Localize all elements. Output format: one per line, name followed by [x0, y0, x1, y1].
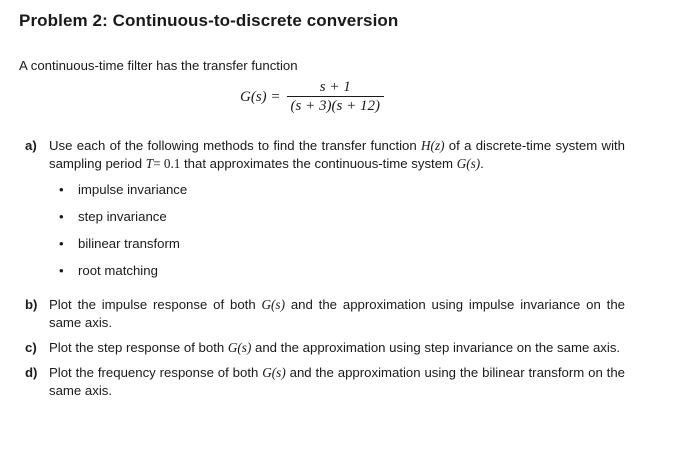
bullet-icon: •: [59, 263, 64, 278]
part-c-text-1: Plot the step response of both: [49, 340, 225, 355]
part-a-symbol-t: T: [145, 156, 154, 171]
part-a-text-3: that approximates the continuous-time system: [184, 156, 454, 171]
method-label: step invariance: [78, 209, 167, 224]
list-item: [49, 262, 625, 280]
part-a-text-2: of a discrete-time system with sampling period: [49, 138, 625, 171]
part-b-label: b): [25, 297, 38, 312]
part-d-text-1: Plot the frequency response of both: [49, 365, 259, 380]
equation-denominator: (s + 3)(s + 12): [290, 98, 380, 114]
bullet-icon: •: [59, 209, 64, 224]
part-b-symbol-gs: G(s): [261, 297, 285, 312]
part-b-text-1: Plot the impulse response of both: [49, 297, 256, 312]
method-label: root matching: [78, 263, 158, 278]
part-a-label: a): [25, 138, 37, 153]
part-c-symbol-gs: G(s): [227, 340, 252, 355]
list-item: [49, 235, 625, 253]
part-a-symbol-hz: H(z): [421, 138, 445, 153]
part-a-body: [49, 137, 625, 289]
part-b: [25, 296, 625, 332]
part-c-text-2: and the approximation using step invariance on the same axis.: [255, 340, 621, 355]
equation-lhs: G(s) =: [240, 89, 281, 105]
bullet-icon: •: [59, 182, 64, 197]
part-c: [25, 339, 625, 357]
part-d-text-2: and the approximation using the bilinear transform on the same axis.: [49, 365, 626, 398]
method-label: impulse invariance: [78, 182, 188, 197]
part-a-symbol-t-value: = 0.1: [153, 156, 181, 171]
intro-text: A continuous-time filter has the transfer function: [19, 58, 298, 73]
list-item: [49, 208, 625, 226]
list-item: [49, 181, 625, 199]
equation-numerator: s + 1: [319, 79, 351, 95]
part-a: [25, 137, 625, 289]
part-b-text-2: and the approximation using impulse invariance on the same axis.: [49, 297, 626, 330]
part-d-symbol-gs: G(s): [262, 365, 286, 380]
part-d: [25, 364, 625, 400]
equation-fraction: [287, 79, 384, 115]
part-a-text-4: .: [480, 156, 484, 171]
problem-title: Problem 2: Continuous-to-discrete conversion: [19, 11, 399, 30]
part-b-body: [49, 296, 625, 332]
bullet-icon: •: [59, 236, 64, 251]
part-a-symbol-gs: G(s): [456, 156, 481, 171]
part-a-text-1: Use each of the following methods to find the transfer function: [49, 138, 417, 153]
part-c-body: [49, 339, 625, 357]
part-c-label: c): [25, 340, 37, 355]
problem-parts: [25, 137, 625, 407]
part-d-body: [49, 364, 625, 400]
part-d-label: d): [25, 365, 38, 380]
method-label: bilinear transform: [78, 236, 180, 251]
transfer-function-equation: [240, 79, 384, 115]
methods-list: [49, 181, 625, 280]
